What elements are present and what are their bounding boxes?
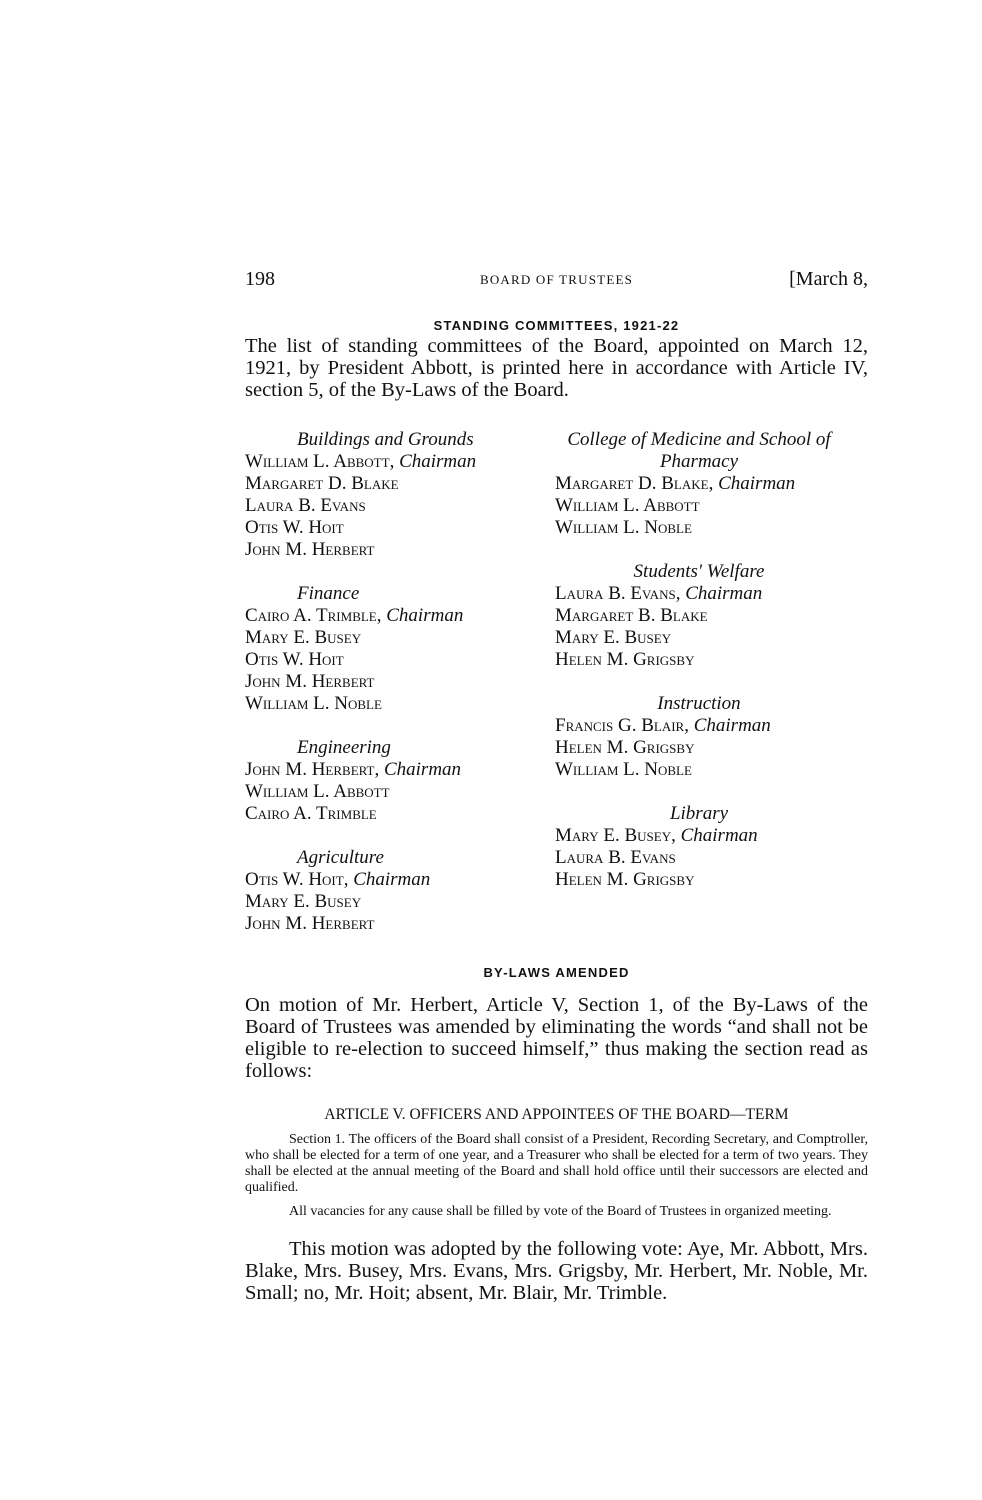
member-name: John M. Herbert bbox=[245, 759, 375, 780]
member-role: Chairman bbox=[718, 473, 796, 494]
article-heading: ARTICLE V. OFFICERS AND APPOINTEES OF THE BOARD—TERM bbox=[324, 1106, 789, 1123]
committee-member: Francis G. Blair, Chairman bbox=[555, 715, 771, 736]
committee-member bbox=[555, 847, 868, 869]
page-header bbox=[245, 268, 868, 298]
member-role: Chairman bbox=[383, 759, 462, 780]
member-name: Otis W. Hoit bbox=[245, 517, 344, 538]
committee-block bbox=[245, 737, 545, 825]
member-name: Helen M. Grigsby bbox=[555, 737, 695, 758]
member-name: Margaret D. Blake bbox=[555, 473, 709, 494]
committee-title: Students' Welfare bbox=[633, 561, 765, 582]
member-name: Mary E. Busey bbox=[555, 627, 672, 648]
member-name: Margaret D. Blake bbox=[245, 473, 399, 494]
committee-member: Otis W. Hoit, Chairman bbox=[245, 869, 431, 890]
committee-member bbox=[555, 495, 868, 517]
member-role: Chairman bbox=[685, 583, 763, 604]
committee-member: Mary E. Busey, Chairman bbox=[555, 825, 758, 846]
member-role: Chairman bbox=[353, 869, 431, 890]
committee-member bbox=[245, 649, 545, 671]
committee-block bbox=[555, 693, 868, 781]
member-role: Chairman bbox=[680, 825, 758, 846]
committee-title: Buildings and Grounds bbox=[297, 429, 474, 450]
standing-committees-intro: The list of standing committees of the Board, appointed on March 12, 1921, by President Abbott, is printed here in accordance with Article IV, section 5, of the By-Laws of the Board. bbox=[245, 335, 868, 401]
member-role: Chairman bbox=[386, 605, 464, 626]
document-page bbox=[245, 268, 868, 1304]
member-name: William L. Noble bbox=[555, 517, 692, 538]
member-name: Cairo A. Trimble bbox=[245, 605, 377, 626]
committee-member bbox=[245, 803, 545, 825]
committee-title: Agriculture bbox=[297, 847, 384, 868]
committee-block bbox=[555, 803, 868, 891]
member-name: Margaret B. Blake bbox=[555, 605, 708, 626]
member-role: Chairman bbox=[693, 715, 771, 736]
member-name: William L. Noble bbox=[245, 693, 382, 714]
committee-block bbox=[245, 583, 545, 715]
committee-member: Cairo A. Trimble, Chairman bbox=[245, 605, 464, 626]
header-date: [March 8, bbox=[789, 268, 868, 290]
committee-member: Margaret D. Blake, Chairman bbox=[555, 473, 796, 494]
committee-member bbox=[555, 605, 868, 627]
bylaws-motion-paragraph: On motion of Mr. Herbert, Article V, Section 1, of the By-Laws of the Board of Trustees was amended by eliminating the words “and shall not be eligible to re-election to succeed himself,” thus making the section read as follows: bbox=[245, 994, 868, 1082]
committee-block bbox=[245, 429, 545, 561]
committee-column-left bbox=[245, 429, 545, 957]
committee-columns bbox=[245, 429, 868, 934]
committee-member bbox=[245, 913, 545, 935]
committee-member bbox=[245, 781, 545, 803]
committee-title: Engineering bbox=[297, 737, 391, 758]
committee-member bbox=[555, 517, 868, 539]
committee-member bbox=[245, 627, 545, 649]
committee-member bbox=[555, 737, 868, 759]
member-name: Mary E. Busey bbox=[245, 627, 362, 648]
member-name: Otis W. Hoit bbox=[245, 869, 344, 890]
committee-member bbox=[245, 539, 545, 561]
member-name: Helen M. Grigsby bbox=[555, 869, 695, 890]
article-section-text: Section 1. The officers of the Board shall consist of a President, Recording Secretary, and Comptroller, who shall be elected for a term of one year, and a Treasurer who shall be elected for a term of two years. They shall be elected at the annual meeting of the Board and shall hold office until their successors are elected and qualified. bbox=[245, 1132, 868, 1195]
member-name: Laura B. Evans bbox=[245, 495, 366, 516]
committee-member: William L. Abbott, Chairman bbox=[245, 451, 477, 472]
member-name: John M. Herbert bbox=[245, 913, 375, 934]
committee-member bbox=[555, 649, 868, 671]
committee-member bbox=[245, 495, 545, 517]
member-name: John M. Herbert bbox=[245, 671, 375, 692]
member-name: Otis W. Hoit bbox=[245, 649, 344, 670]
committee-member: Laura B. Evans, Chairman bbox=[555, 583, 763, 604]
committee-member: John M. Herbert, Chairman bbox=[245, 759, 462, 780]
member-name: Francis G. Blair bbox=[555, 715, 685, 736]
page-number: 198 bbox=[245, 268, 275, 290]
committee-column-right bbox=[555, 429, 868, 913]
committee-title: Finance bbox=[297, 583, 360, 604]
committee-title: College of Medicine and School of Pharmacy bbox=[567, 429, 831, 472]
committee-title: Instruction bbox=[657, 693, 741, 714]
committee-title: Library bbox=[669, 803, 729, 824]
committee-member bbox=[245, 693, 545, 715]
member-name: Mary E. Busey bbox=[245, 891, 362, 912]
committee-member bbox=[245, 671, 545, 693]
bylaws-heading: BY-LAWS AMENDED bbox=[483, 965, 630, 980]
member-name: Cairo A. Trimble bbox=[245, 803, 377, 824]
member-name: John M. Herbert bbox=[245, 539, 375, 560]
member-name: William L. Abbott bbox=[245, 781, 390, 802]
running-title: BOARD OF TRUSTEES bbox=[479, 272, 634, 287]
committee-member bbox=[245, 891, 545, 913]
vote-paragraph: This motion was adopted by the following vote: Aye, Mr. Abbott, Mrs. Blake, Mrs. Busey, Mrs. Evans, Mrs. Grigsby, Mr. Herbert, Mr. Noble, Mr. Small; no, Mr. Hoit; absent, Mr. Blair, Mr. Trimble. bbox=[245, 1238, 868, 1304]
member-name: Helen M. Grigsby bbox=[555, 649, 695, 670]
committee-member bbox=[555, 759, 868, 781]
committee-member bbox=[555, 869, 868, 891]
committee-block bbox=[555, 561, 868, 671]
committee-member bbox=[245, 517, 545, 539]
member-name: William L. Abbott bbox=[245, 451, 390, 472]
member-name: Laura B. Evans bbox=[555, 847, 676, 868]
standing-committees-heading: STANDING COMMITTEES, 1921-22 bbox=[433, 318, 680, 333]
article-vacancies-text: All vacancies for any cause shall be filled by vote of the Board of Trustees in organized meeting. bbox=[289, 1204, 832, 1219]
committee-member bbox=[245, 473, 545, 495]
member-name: William L. Abbott bbox=[555, 495, 700, 516]
committee-block bbox=[245, 847, 545, 935]
member-name: Laura B. Evans bbox=[555, 583, 676, 604]
member-name: Mary E. Busey bbox=[555, 825, 672, 846]
member-role: Chairman bbox=[399, 451, 477, 472]
committee-block bbox=[555, 429, 868, 539]
member-name: William L. Noble bbox=[555, 759, 692, 780]
committee-member bbox=[555, 627, 868, 649]
